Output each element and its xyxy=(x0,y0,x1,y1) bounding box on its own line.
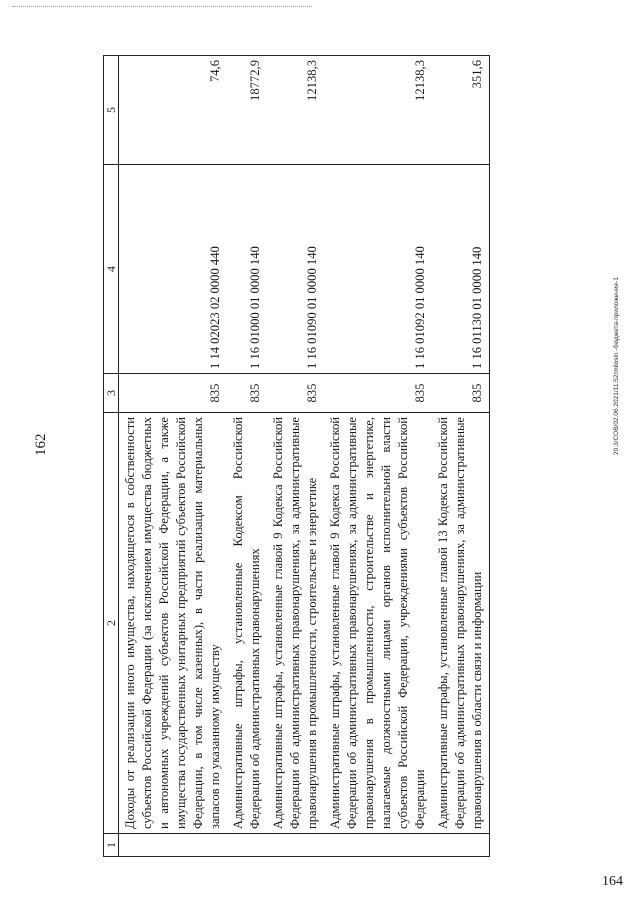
table-row xyxy=(227,56,267,857)
table-header-row xyxy=(104,56,119,857)
scan-artifact-line xyxy=(12,6,312,11)
cell-amount: 351,6 xyxy=(432,56,490,165)
cell-kbk: 1 16 01090 01 0000 140 xyxy=(267,165,324,374)
cell-amount: 18772,9 xyxy=(227,56,267,165)
cell-admin-code: 835 xyxy=(324,374,432,413)
header-col-3: 3 xyxy=(104,374,119,413)
cell-admin-code: 835 xyxy=(227,374,267,413)
revenue-table xyxy=(103,55,490,857)
cell-kbk: 1 14 02023 02 0000 440 xyxy=(119,165,228,374)
cell-col1 xyxy=(267,834,324,857)
cell-description: Административные штрафы, установленные главой 13 Кодекса Российской Федерации об административных правонарушениях, за административные правонарушения в области связи и информации xyxy=(432,413,490,834)
cell-description: Административные штрафы, установленные главой 9 Кодекса Российской Федерации об административных правонарушениях, за административные правонарушения в промышленности, строительстве и энергетике, налагаемые должностными лицами органов исполнительной власти субъектов Российской Федерации, учреждениями субъектов Российской Федерации xyxy=(324,413,432,834)
header-col-5: 5 xyxy=(104,56,119,165)
page-number-bottom: 164 xyxy=(602,874,623,889)
cell-col1 xyxy=(227,834,267,857)
cell-kbk: 1 16 01130 01 0000 140 xyxy=(432,165,490,374)
cell-admin-code: 835 xyxy=(119,374,228,413)
cell-col1 xyxy=(432,834,490,857)
header-col-1: 1 xyxy=(104,834,119,857)
page-number-top: 162 xyxy=(33,433,49,456)
cell-col1 xyxy=(324,834,432,857)
table-row xyxy=(119,56,228,857)
table-row xyxy=(432,56,490,857)
cell-description: Доходы от реализации иного имущества, находящегося в собственности субъектов Российской Федерации (за исключением имущества бюджетных и автономных учреждений субъектов Российской Федерации, а также имущества государственных унитарных предприятий субъектов Российской Федерации, в том числе казенных), в части реализации материальных запасов по указанному имуществу xyxy=(119,413,228,834)
table-row xyxy=(324,56,432,857)
cell-amount: 12138,3 xyxy=(324,56,432,165)
cell-kbk: 1 16 01092 01 0000 140 xyxy=(324,165,432,374)
rotated-table-container xyxy=(103,57,608,857)
cell-description: Административные штрафы, установленные Кодексом Российской Федерации об административных правонарушениях xyxy=(227,413,267,834)
header-col-2: 2 xyxy=(104,413,119,834)
cell-amount: 74,6 xyxy=(119,56,228,165)
cell-kbk: 1 16 01000 01 0000 140 xyxy=(227,165,267,374)
document-stamp: 20.3/COB/02.06.2021/11:52/milosin -бюджета-приложение-1 xyxy=(613,277,620,455)
table-row xyxy=(267,56,324,857)
cell-admin-code: 835 xyxy=(267,374,324,413)
cell-admin-code: 835 xyxy=(432,374,490,413)
header-col-4: 4 xyxy=(104,165,119,374)
cell-amount: 12138,3 xyxy=(267,56,324,165)
cell-description: Административные штрафы, установленные главой 9 Кодекса Российской Федерации об административных правонарушениях, за административные правонарушения в промышленности, строительстве и энергетике xyxy=(267,413,324,834)
cell-col1 xyxy=(119,834,228,857)
